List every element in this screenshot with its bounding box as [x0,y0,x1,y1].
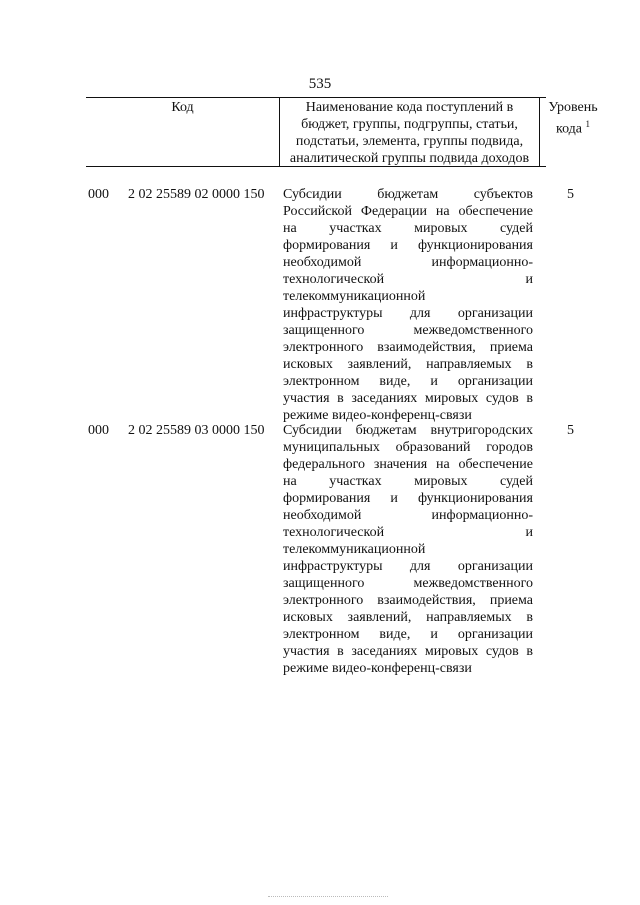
column-header-name-line: подстатьи, элемента, группы подвида, [295,134,524,149]
column-header-name [281,99,538,167]
row-description [283,422,533,677]
description-line: электронном виде, и организации [283,374,533,389]
description-line: исковых заявлений, направляемых в [283,610,533,625]
description-line: защищенного межведомственного [283,576,533,591]
description-line: Российской Федерации на обеспечение [283,204,533,219]
row-description [283,186,533,424]
table-header-top-border [86,97,546,98]
admin-code: 000 [88,187,109,202]
footnote-marker: 1 [585,119,591,129]
description-line: формирования и функционирования [283,491,533,506]
admin-code: 000 [88,423,109,438]
description-line: режиме видео-конференц-связи [283,408,472,423]
description-line: исковых заявлений, направляемых в [283,357,533,372]
table-header-divider-1 [279,97,280,166]
description-line: режиме видео-конференц-связи [283,661,472,676]
column-header-code: Код [171,100,194,115]
description-line: участия в заседаниях мировых судов в [283,644,533,659]
description-line: формирования и функционирования [283,238,533,253]
description-line: инфраструктуры для организации [283,306,533,321]
description-line: телекоммуникационной [283,289,426,304]
description-line: участия в заседаниях мировых судов в [283,391,533,406]
column-header-name-line: бюджет, группы, подгруппы, статьи, [301,117,518,132]
level-value: 5 [567,423,574,438]
description-line: необходимой информационно- [283,508,533,523]
column-header-level [540,99,606,138]
description-line: технологической и [283,272,533,287]
description-line: Субсидии бюджетам субъектов [283,187,533,202]
page-number: 535 [308,76,332,92]
revenue-code: 2 02 25589 03 0000 150 [128,423,265,438]
description-line: необходимой информационно- [283,255,533,270]
description-line: электронном виде, и организации [283,627,533,642]
description-line: Субсидии бюджетам внутригородских [283,423,533,438]
description-line: электронного взаимодействия, приема [283,340,533,355]
description-line: электронного взаимодействия, приема [283,593,533,608]
column-header-name-line: Наименование кода поступлений в [305,100,514,115]
level-value: 5 [567,187,574,202]
description-line: муниципальных образований городов [283,440,533,455]
description-line: инфраструктуры для организации [283,559,533,574]
column-header-name-line: аналитической группы подвида доходов [289,151,530,166]
description-line: федерального значения на обеспечение [283,457,533,472]
column-header-level-line2: кода $^1$ [555,119,591,137]
description-line: телекоммуникационной [283,542,426,557]
description-line: защищенного межведомственного [283,323,533,338]
description-line: технологической и [283,525,533,540]
description-line: на участках мировых судей [283,474,533,489]
revenue-code: 2 02 25589 02 0000 150 [128,187,265,202]
scan-artifact [268,896,388,898]
column-header-level-line1: Уровень [548,100,598,115]
description-line: на участках мировых судей [283,221,533,236]
